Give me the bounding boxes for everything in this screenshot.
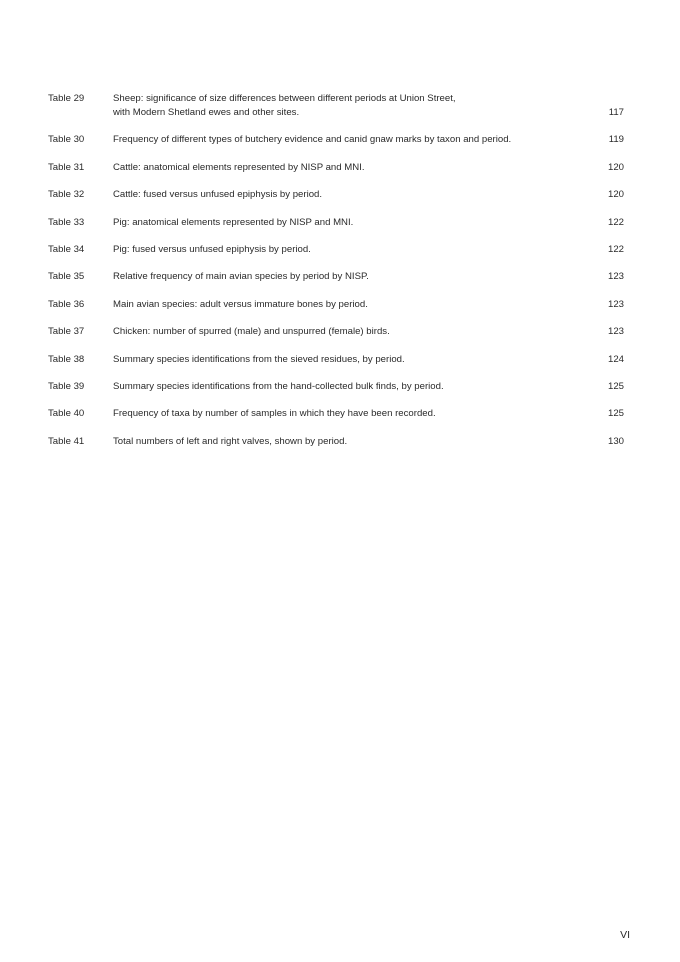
table-title: [113, 298, 584, 312]
toc-entry: [48, 435, 624, 449]
table-label: Table 39: [48, 380, 85, 392]
page-ref: 125: [607, 380, 624, 392]
table-title-line: Pig: anatomical elements represented by NISP and MNI.: [113, 216, 354, 228]
table-title-line: Cattle: anatomical elements represented by NISP and MNI.: [113, 161, 365, 173]
table-title-line: Summary species identifications from the sieved residues, by period.: [113, 353, 405, 365]
list-of-tables: [48, 92, 624, 462]
table-label: Table 30: [48, 134, 85, 146]
table-title-line: Chicken: number of spurred (male) and unspurred (female) birds.: [113, 326, 390, 338]
page-ref: 120: [607, 189, 624, 201]
table-title-line: Cattle: fused versus unfused epiphysis by period.: [113, 189, 323, 201]
table-label: Table 29: [48, 93, 85, 104]
table-title: [113, 133, 584, 147]
table-label: Table 37: [48, 326, 85, 338]
table-title-line: Frequency of different types of butchery evidence and canid gnaw marks by taxon and period.: [113, 134, 512, 146]
page-ref: 123: [607, 326, 624, 338]
table-title: [113, 353, 584, 367]
table-title: [113, 325, 584, 339]
table-title: [113, 243, 584, 257]
page-ref: 122: [607, 216, 624, 228]
table-label: Table 40: [48, 408, 85, 420]
page-ref: 123: [607, 271, 624, 283]
table-title-line: Sheep: significance of size differences between different periods at Union Street,: [113, 93, 456, 104]
table-label: Table 36: [48, 298, 85, 310]
table-title: [113, 188, 584, 202]
table-label: Table 32: [48, 189, 85, 201]
table-label: Table 34: [48, 243, 85, 255]
toc-entry: [48, 270, 624, 284]
toc-entry: [48, 92, 624, 120]
table-title-line: Frequency of taxa by number of samples in which they have been recorded.: [113, 408, 436, 420]
table-title: [113, 270, 584, 284]
table-title: [113, 407, 584, 421]
page-ref: 125: [607, 408, 624, 420]
page-ref: 130: [607, 435, 624, 447]
toc-entry: [48, 161, 624, 175]
table-title-line: Relative frequency of main avian species by period by NISP.: [113, 271, 369, 283]
table-title-line: Pig: fused versus unfused epiphysis by period.: [113, 243, 311, 255]
page-ref: 124: [607, 353, 624, 365]
toc-entry: [48, 243, 624, 257]
page-ref: 117: [608, 107, 624, 118]
page-ref: 123: [607, 298, 624, 310]
table-title: [113, 92, 584, 120]
page-ref: 120: [607, 161, 624, 173]
table-label: Table 33: [48, 216, 85, 228]
toc-entry: [48, 380, 624, 394]
table-label: Table 38: [48, 353, 85, 365]
toc-entry: [48, 325, 624, 339]
table-title: [113, 161, 584, 175]
page-ref: 122: [607, 243, 624, 255]
table-label: Table 31: [48, 161, 85, 173]
toc-entry: [48, 216, 624, 230]
table-title: [113, 380, 584, 394]
table-label: Table 35: [48, 271, 85, 283]
table-title: [113, 216, 584, 230]
table-label: Table 41: [48, 435, 85, 447]
page-number: VI: [620, 929, 630, 941]
page-ref: 119: [608, 134, 624, 146]
table-title-line: Total numbers of left and right valves, shown by period.: [113, 435, 348, 447]
toc-entry: [48, 188, 624, 202]
toc-entry: [48, 133, 624, 147]
table-title-line: Summary species identifications from the hand-collected bulk finds, by period.: [113, 380, 444, 392]
table-title-line: with Modern Shetland ewes and other sites.: [113, 107, 300, 118]
toc-entry: [48, 353, 624, 367]
toc-entry: [48, 407, 624, 421]
table-title: [113, 435, 584, 449]
toc-entry: [48, 298, 624, 312]
table-title-line: Main avian species: adult versus immature bones by period.: [113, 298, 368, 310]
